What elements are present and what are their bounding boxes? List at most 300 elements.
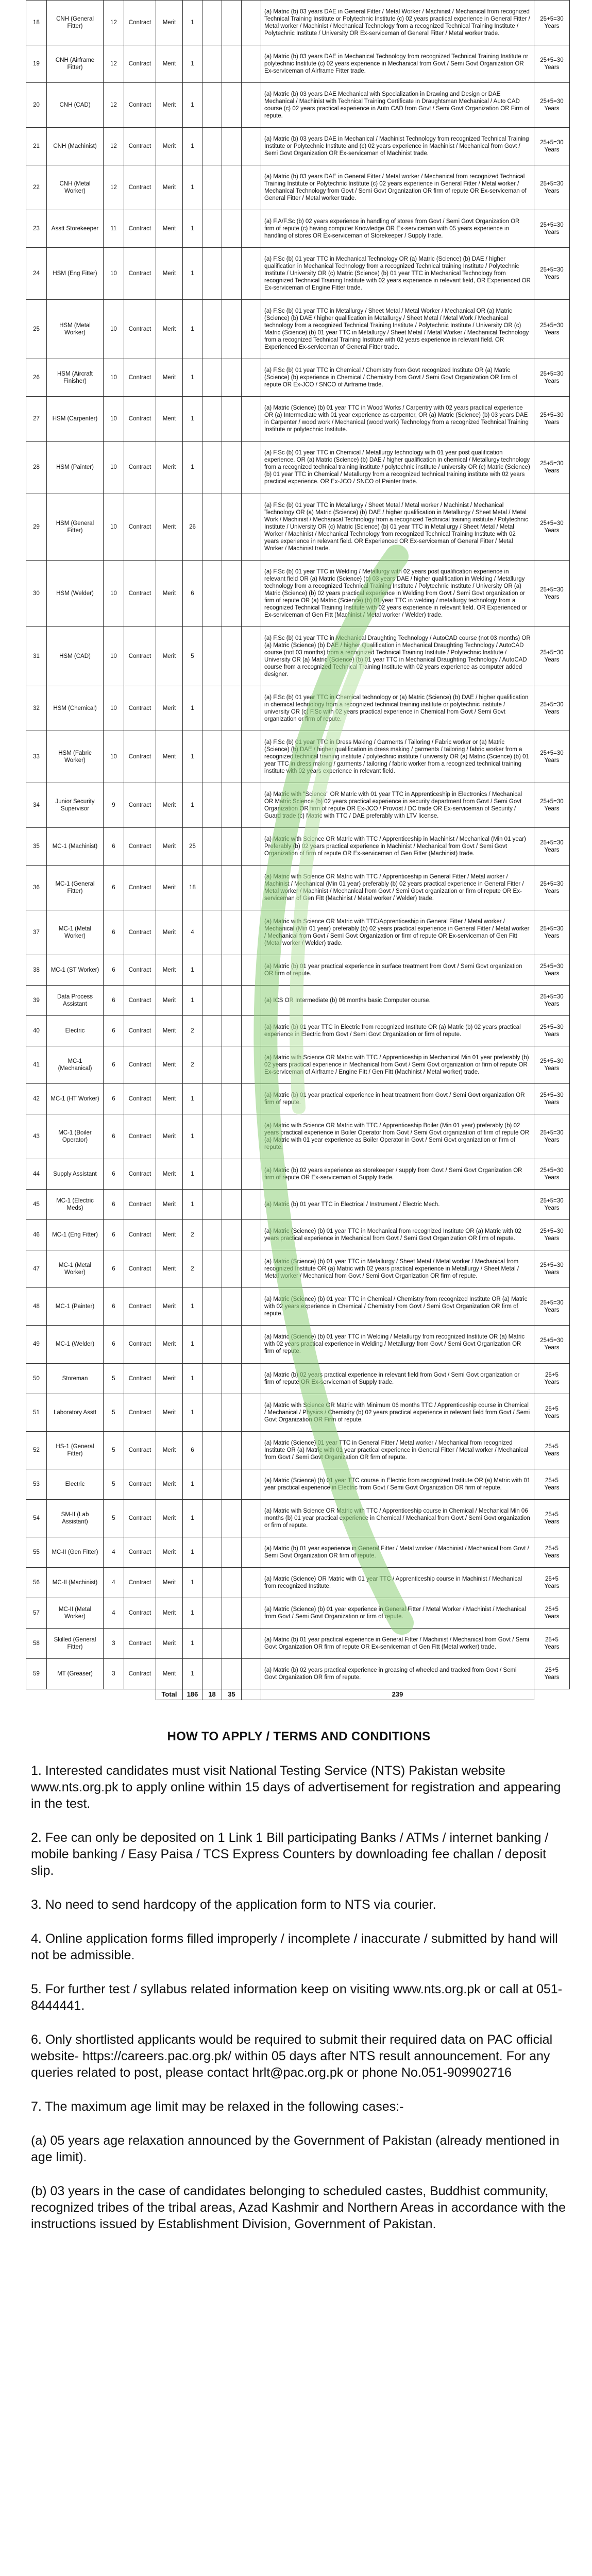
post-name: Supply Assistant: [47, 1159, 104, 1190]
quota-1: 1: [183, 1159, 202, 1190]
bps: 4: [104, 1598, 124, 1628]
quota-1: 1: [183, 45, 202, 83]
age-limit: 25+5=30 Years: [534, 731, 570, 783]
bps: 6: [104, 827, 124, 865]
age-limit: 25+5=30 Years: [534, 1220, 570, 1250]
age-limit: 25+5 Years: [534, 1658, 570, 1689]
quota-2: [202, 783, 222, 827]
quota-2: [202, 1628, 222, 1658]
table-row: [26, 165, 570, 210]
bps: 6: [104, 955, 124, 985]
qualification: (a) Matric (b) 01 year practical experience in General Fitter / Machinist / Mechanical from Govt / Semi Govt Organization OR firm of repute OR Ex-serviceman of Gen Fitt (Metal worker) trade.: [261, 1628, 534, 1658]
quota-4: [242, 1046, 261, 1084]
post-name: CNH (Metal Worker): [47, 165, 104, 210]
quota-2: [202, 210, 222, 248]
serial-number: 52: [26, 1431, 47, 1469]
table-row: [26, 686, 570, 731]
basis: Merit: [156, 359, 183, 397]
quota-4: [242, 1431, 261, 1469]
quota-2: [202, 1326, 222, 1363]
bps: 6: [104, 1220, 124, 1250]
post-name: HS-1 (General Fitter): [47, 1431, 104, 1469]
category: Contract: [124, 626, 156, 686]
bps: 6: [104, 1288, 124, 1326]
quota-2: [202, 1016, 222, 1046]
quota-4: [242, 1220, 261, 1250]
serial-number: 34: [26, 783, 47, 827]
bps: 5: [104, 1499, 124, 1537]
table-row: [26, 910, 570, 955]
basis: Merit: [156, 1220, 183, 1250]
qualification: (a) Matric (Science) OR Matric with 01 year TTC / Apprenticeship course in Machinist / Mechanical from recognized Institute.: [261, 1567, 534, 1598]
quota-1: 1: [183, 210, 202, 248]
post-name: MC-1 (Mechanical): [47, 1046, 104, 1084]
quota-3: [222, 1114, 242, 1159]
category: Contract: [124, 783, 156, 827]
basis: Merit: [156, 1394, 183, 1431]
category: Contract: [124, 128, 156, 165]
age-limit: 25+5=30 Years: [534, 210, 570, 248]
bps: 6: [104, 985, 124, 1015]
quota-4: [242, 910, 261, 955]
age-limit: 25+5=30 Years: [534, 83, 570, 128]
basis: Merit: [156, 560, 183, 626]
quota-3: [222, 985, 242, 1015]
quota-2: [202, 626, 222, 686]
basis: Merit: [156, 165, 183, 210]
quota-3: [222, 955, 242, 985]
quota-2: [202, 560, 222, 626]
quota-4: [242, 1567, 261, 1598]
age-limit: 25+5 Years: [534, 1499, 570, 1537]
table-row: [26, 1326, 570, 1363]
quota-2: [202, 1250, 222, 1288]
basis: Merit: [156, 827, 183, 865]
quota-1: 1: [183, 1567, 202, 1598]
quota-3: [222, 359, 242, 397]
age-limit: 25+5 Years: [534, 1628, 570, 1658]
serial-number: 29: [26, 494, 47, 560]
quota-3: [222, 827, 242, 865]
age-limit: 25+5=30 Years: [534, 865, 570, 910]
table-row: [26, 1499, 570, 1537]
quota-3: [222, 1598, 242, 1628]
age-limit: 25+5=30 Years: [534, 910, 570, 955]
category: Contract: [124, 910, 156, 955]
basis: Merit: [156, 955, 183, 985]
quota-1: 1: [183, 731, 202, 783]
instruction-4: 4. Online application forms filled improperly / incomplete / inaccurate / submitted by hand will not be admissible.: [31, 1931, 558, 1962]
age-limit: 25+5=30 Years: [534, 955, 570, 985]
bps: 10: [104, 397, 124, 442]
quota-1: 1: [183, 783, 202, 827]
age-limit: 25+5=30 Years: [534, 1159, 570, 1190]
quota-1: 1: [183, 1469, 202, 1499]
bps: 5: [104, 1431, 124, 1469]
basis: Merit: [156, 1159, 183, 1190]
age-limit: 25+5=30 Years: [534, 359, 570, 397]
qualification: (a) Matric with Science OR Matric with TTC / Apprenticeship in Mechanical Min 01 year preferably (b) 02 years practical experience in Mechanical from Govt / Semi Govt organization or firm of repute OR Ex-serviceman of Airframe / Engine Fitt / Gen Fitt (Machinist / Metal worker) trade.: [261, 1046, 534, 1084]
total-quota-3: 35: [222, 1689, 242, 1700]
basis: Merit: [156, 1288, 183, 1326]
quota-1: 1: [183, 686, 202, 731]
age-limit: 25+5=30 Years: [534, 1016, 570, 1046]
post-name: MC-1 (Painter): [47, 1288, 104, 1326]
quota-4: [242, 300, 261, 359]
quota-3: [222, 560, 242, 626]
qualification: (a) Matric (Science) 01 year TTC in General Fitter / Metal worker / Mechanical from recognized Institute OR (a) Matric with 01 year practical experience in General Fitter / Metal worker / Mechanical from Govt / Semi Govt Organization OR firm of repute.: [261, 1431, 534, 1469]
table-row: [26, 1567, 570, 1598]
category: Contract: [124, 686, 156, 731]
table-row: [26, 827, 570, 865]
category: Contract: [124, 494, 156, 560]
table-row: [26, 1431, 570, 1469]
quota-4: [242, 1658, 261, 1689]
table-row: [26, 626, 570, 686]
quota-4: [242, 1363, 261, 1394]
quota-2: [202, 1431, 222, 1469]
post-name: CNH (Airframe Fitter): [47, 45, 104, 83]
quota-1: 1: [183, 1114, 202, 1159]
post-name: Junior Security Supervisor: [47, 783, 104, 827]
quota-2: [202, 1567, 222, 1598]
jobs-table: [26, 0, 570, 1700]
instruction-7: 7. The maximum age limit may be relaxed in the following cases:-: [31, 2099, 404, 2114]
quota-4: [242, 1628, 261, 1658]
quota-1: 1: [183, 128, 202, 165]
quota-3: [222, 865, 242, 910]
category: Contract: [124, 210, 156, 248]
serial-number: 20: [26, 83, 47, 128]
quota-3: [222, 248, 242, 300]
basis: Merit: [156, 1084, 183, 1114]
serial-number: 57: [26, 1598, 47, 1628]
quota-1: 1: [183, 397, 202, 442]
serial-number: 24: [26, 248, 47, 300]
age-limit: 25+5 Years: [534, 1598, 570, 1628]
instruction-2: 2. Fee can only be deposited on 1 Link 1 Bill participating Banks / ATMs / internet banking / mobile banking / Easy Paisa / TCS Express Counters by downloading fee challan / deposit slip.: [31, 1831, 549, 1878]
quota-3: [222, 1363, 242, 1394]
serial-number: 54: [26, 1499, 47, 1537]
age-limit: 25+5=30 Years: [534, 1, 570, 45]
jobs-table-body: [26, 1, 570, 1689]
table-row: [26, 300, 570, 359]
quota-4: [242, 1114, 261, 1159]
basis: Merit: [156, 397, 183, 442]
quota-1: 18: [183, 865, 202, 910]
bps: 6: [104, 1250, 124, 1288]
category: Contract: [124, 300, 156, 359]
qualification: (a) Matric with Science OR Matric with TTC / Apprenticeship in Machinist / Mechanical (Min 01 year) Preferably (b) 02 years practical experience in Machinist / Mechanical from Govt / Semi Govt Organization of firm of repute OR Ex-serviceman of Gen Fitter (Machinist) trade.: [261, 827, 534, 865]
category: Contract: [124, 1394, 156, 1431]
table-row: [26, 1190, 570, 1220]
quota-1: 2: [183, 1220, 202, 1250]
age-limit: 25+5 Years: [534, 1363, 570, 1394]
category: Contract: [124, 83, 156, 128]
table-row: [26, 985, 570, 1015]
serial-number: 56: [26, 1567, 47, 1598]
quota-1: 1: [183, 442, 202, 494]
basis: Merit: [156, 494, 183, 560]
table-row: [26, 1084, 570, 1114]
quota-3: [222, 1469, 242, 1499]
serial-number: 42: [26, 1084, 47, 1114]
bps: 4: [104, 1537, 124, 1567]
qualification: (a) Matric (b) 01 year TTC in Electrical / Instrument / Electric Mech.: [261, 1190, 534, 1220]
category: Contract: [124, 985, 156, 1015]
quota-3: [222, 1567, 242, 1598]
table-row: [26, 1159, 570, 1190]
quota-1: 1: [183, 359, 202, 397]
serial-number: 35: [26, 827, 47, 865]
table-row: [26, 1598, 570, 1628]
quota-2: [202, 83, 222, 128]
basis: Merit: [156, 1598, 183, 1628]
qualification: (a) Matric with "Science" OR Matric with 01 year TTC in Apprenticeship in Electronics / Mechanical OR Matric Science (b) 02 years practical experience in security department from Govt / Semi Govt Organization OR firm of repute OR Ex-JCO / Provost / DC trade OR Ex-serviceman of Security / Guard trade (c) Matric with TTC / DAE preferably with LTV license.: [261, 783, 534, 827]
quota-3: [222, 1190, 242, 1220]
quota-4: [242, 1537, 261, 1567]
qualification: (a) Matric (b) 01 year practical experience in surface treatment from Govt / Semi Govt organization OR firm of repute.: [261, 955, 534, 985]
quota-3: [222, 494, 242, 560]
quota-3: [222, 397, 242, 442]
table-row: [26, 1016, 570, 1046]
quota-1: 1: [183, 300, 202, 359]
post-name: HSM (CAD): [47, 626, 104, 686]
serial-number: 58: [26, 1628, 47, 1658]
table-row: [26, 1628, 570, 1658]
post-name: Skilled (General Fitter): [47, 1628, 104, 1658]
table-row: [26, 865, 570, 910]
quota-2: [202, 300, 222, 359]
qualification: (a) Matric (Science) (b) 01 year TTC in Metallurgy / Sheet Metal / Metal worker / Mechanical from recognized Institute OR (a) Matric with 02 years practical experience in Metallurgy / Sheet Metal / Metal worker / Mechanical from Govt / Semi Govt Organization OR firm of repute.: [261, 1250, 534, 1288]
qualification: (a) Matric (b) 01 year TTC in Electric from recognized Institute OR (a) Matric (b) 02 years practical experience in Electric from Govt / Semi Govt Organization or firm of repute.: [261, 1016, 534, 1046]
category: Contract: [124, 1363, 156, 1394]
quota-2: [202, 128, 222, 165]
category: Contract: [124, 1431, 156, 1469]
quota-1: 1: [183, 1499, 202, 1537]
grand-total: 239: [261, 1689, 534, 1700]
post-name: CNH (Machinist): [47, 128, 104, 165]
category: Contract: [124, 1499, 156, 1537]
qualification: (a) Matric (Science) (b) 01 year TTC in Welding / Metallurgy from recognized Institute OR (a) Matric with 02 years practical experience in Welding / Metallurgy from Govt / Semi Govt Organization OR firm of repute.: [261, 1326, 534, 1363]
instruction-1: 1. Interested candidates must visit National Testing Service (NTS) Pakistan website www.nts.org.pk to apply online within 15 days of advertisement for registration and appearing in the test.: [31, 1764, 561, 1811]
quota-3: [222, 165, 242, 210]
age-limit: 25+5 Years: [534, 1469, 570, 1499]
quota-3: [222, 1326, 242, 1363]
quota-4: [242, 626, 261, 686]
basis: Merit: [156, 731, 183, 783]
basis: Merit: [156, 1499, 183, 1537]
instruction-6: 6. Only shortlisted applicants would be required to submit their required data on PAC official website- https://careers.pac.org.pk/ within 05 days after NTS result announcement. For any queries related to post, please contact hrlt@pac.org.pk or phone No.051-909902716: [31, 2032, 553, 2080]
quota-4: [242, 359, 261, 397]
category: Contract: [124, 1016, 156, 1046]
category: Contract: [124, 1250, 156, 1288]
qualification: (a) F.Sc (b) 01 year TTC in Chemical / Chemistry from Govt recognized Institute OR (a) Matric (Science) (b) experience in Chemical / Chemistry from Govt / Semi Govt Organization OR firm of repute OR Ex-JCO / SNCO of Airframe trade.: [261, 359, 534, 397]
quota-3: [222, 45, 242, 83]
qualification: (a) F.Sc (b) 01 year TTC in Metallurgy / Sheet Metal / Metal worker / Machinist / Mechanical Technology OR (a) Matric (Science) (b) DAE / higher qualification in Metallurgy / Sheet Metal / Metal Work / Machinist / Mechanical Technology from a recognized Technical training institute / Polytechnic Institute / University OR (c) Matric (Science) (b) 01 year TTC in Metallurgy / Sheet Metal / Metal Worker / Machinist / Mechanical Technology from recognized Technical Training Institute with 02 years experience in relevant field. OR Experienced OR Ex-serviceman of General Fitter / Metal Worker / Machinist trade.: [261, 494, 534, 560]
serial-number: 44: [26, 1159, 47, 1190]
serial-number: 31: [26, 626, 47, 686]
quota-3: [222, 210, 242, 248]
bps: 12: [104, 45, 124, 83]
post-name: MC-II (Machinist): [47, 1567, 104, 1598]
post-name: SM-II (Lab Assistant): [47, 1499, 104, 1537]
qualification: (a) Matric (Science) (b) 01 year experience in General Fitter / Metal Worker / Machinist / Mechanical from Govt / Semi Govt Organization or firm of repute.: [261, 1598, 534, 1628]
qualification: (a) F.Sc (b) 01 year TTC in Mechanical Draughting Technology / AutoCAD course (not 03 months) OR (a) Matric (Science) (b) DAE / higher Qualification in Mechanical Draughting Technology / AutoCAD course (not 03 months) from a recognized Technical Training Institute / Polytechnic Institute / University OR (a) Matric (Science) (b) 01 year TTC in Mechanical Draughting Technology / AutoCAD course from a recognized Technical Training Institute with 02 years experience as computer added designer.: [261, 626, 534, 686]
basis: Merit: [156, 686, 183, 731]
table-row: [26, 1363, 570, 1394]
quota-3: [222, 1046, 242, 1084]
table-row: [26, 442, 570, 494]
quota-2: [202, 1363, 222, 1394]
bps: 6: [104, 865, 124, 910]
qualification: (a) F.Sc (b) 01 year TTC in Chemical / Metallurgy technology with 01 year post qualification experience. OR (a) Matric (Science) (b) DAE / higher qualification in chemical / Metallurgy technology from a recognized technical training institute / polytechnic institute / university OR (c) Matric (Science) (b) 01 year TTC in Chemical / Metallurgy from a recognized technical training institute with 02 years practical experience. OR Ex-JCO / SNCO of Painter trade.: [261, 442, 534, 494]
serial-number: 53: [26, 1469, 47, 1499]
qualification: (a) F.Sc (b) 01 year TTC in Mechanical Technology OR (a) Matric (Science) (b) DAE / higher qualification in Mechanical Technology from a recognized Technical training Institute / Polytechnic Institute / University OR (c) Matric (Science) (b) 01 year TTC in Mechanical Technology from recognized Technical Training Institute with 02 years experience in relevant field, OR Experienced OR Ex-serviceman of Engine Fitter trade.: [261, 248, 534, 300]
quota-1: 2: [183, 1016, 202, 1046]
serial-number: 19: [26, 45, 47, 83]
serial-number: 41: [26, 1046, 47, 1084]
basis: Merit: [156, 1628, 183, 1658]
quota-2: [202, 731, 222, 783]
quota-4: [242, 1469, 261, 1499]
table-row: [26, 248, 570, 300]
qualification: (a) ICS OR Intermediate (b) 06 months basic Computer course.: [261, 985, 534, 1015]
basis: Merit: [156, 910, 183, 955]
basis: Merit: [156, 248, 183, 300]
quota-4: [242, 1250, 261, 1288]
quota-4: [242, 1499, 261, 1537]
quota-1: 6: [183, 560, 202, 626]
post-name: MC-1 (Electric Meds): [47, 1190, 104, 1220]
post-name: HSM (Metal Worker): [47, 300, 104, 359]
serial-number: 25: [26, 300, 47, 359]
quota-1: 1: [183, 985, 202, 1015]
basis: Merit: [156, 1658, 183, 1689]
quota-3: [222, 1250, 242, 1288]
quota-2: [202, 1537, 222, 1567]
post-name: Laboratory Asstt: [47, 1394, 104, 1431]
category: Contract: [124, 560, 156, 626]
quota-2: [202, 248, 222, 300]
quota-2: [202, 1220, 222, 1250]
quota-2: [202, 1598, 222, 1628]
category: Contract: [124, 1598, 156, 1628]
quota-1: 1: [183, 955, 202, 985]
quota-4: [242, 1394, 261, 1431]
quota-1: 2: [183, 1250, 202, 1288]
quota-3: [222, 910, 242, 955]
serial-number: 43: [26, 1114, 47, 1159]
category: Contract: [124, 827, 156, 865]
quota-3: [222, 300, 242, 359]
post-name: MC-1 (Eng Fitter): [47, 1220, 104, 1250]
serial-number: 37: [26, 910, 47, 955]
quota-1: 4: [183, 910, 202, 955]
qualification: (a) F.A/F.Sc (b) 02 years experience in handling of stores from Govt / Semi Govt Organization OR firm of repute (c) having computer Knowledge OR Ex-serviceman with 05 years experience in handling of stores OR Ex-serviceman of Storekeeper / Supply trade.: [261, 210, 534, 248]
post-name: Data Process Assistant: [47, 985, 104, 1015]
age-limit: 25+5=30 Years: [534, 1326, 570, 1363]
quota-1: 1: [183, 1326, 202, 1363]
basis: Merit: [156, 1363, 183, 1394]
serial-number: 39: [26, 985, 47, 1015]
quota-3: [222, 626, 242, 686]
quota-4: [242, 494, 261, 560]
category: Contract: [124, 1658, 156, 1689]
quota-2: [202, 494, 222, 560]
qualification: (a) Matric with Science OR Matric with TTC / Apprenticeship Boiler (Min 01 year) preferably (b) 02 years practical experience in Boiler Operator from Govt / Semi Govt organization of firm of repute OR (a) Matric with 01 year experience as Boiler Operator in Govt / Semi Govt organization or firm of repute.: [261, 1114, 534, 1159]
table-row: [26, 1250, 570, 1288]
quota-1: 6: [183, 1431, 202, 1469]
quota-2: [202, 910, 222, 955]
quota-4: [242, 45, 261, 83]
quota-3: [222, 442, 242, 494]
category: Contract: [124, 1159, 156, 1190]
serial-number: 36: [26, 865, 47, 910]
post-name: HSM (Welder): [47, 560, 104, 626]
basis: Merit: [156, 626, 183, 686]
basis: Merit: [156, 128, 183, 165]
post-name: Asstt Storekeeper: [47, 210, 104, 248]
post-name: Electric: [47, 1016, 104, 1046]
serial-number: 50: [26, 1363, 47, 1394]
table-row: [26, 397, 570, 442]
post-name: MC-1 (ST Worker): [47, 955, 104, 985]
serial-number: 55: [26, 1537, 47, 1567]
quota-4: [242, 210, 261, 248]
age-limit: 25+5=30 Years: [534, 165, 570, 210]
bps: 10: [104, 560, 124, 626]
bps: 11: [104, 210, 124, 248]
quota-1: 1: [183, 1537, 202, 1567]
quota-1: 25: [183, 827, 202, 865]
category: Contract: [124, 1084, 156, 1114]
quota-2: [202, 865, 222, 910]
post-name: HSM (Fabric Worker): [47, 731, 104, 783]
quota-3: [222, 1658, 242, 1689]
bps: 12: [104, 165, 124, 210]
post-name: MT (Greaser): [47, 1658, 104, 1689]
quota-4: [242, 1016, 261, 1046]
quota-2: [202, 1499, 222, 1537]
quota-4: [242, 442, 261, 494]
table-row: [26, 1220, 570, 1250]
qualification: (a) Matric (b) 01 year practical experience in heat treatment from Govt / Semi Govt organization OR firm of repute.: [261, 1084, 534, 1114]
post-name: HSM (Eng Fitter): [47, 248, 104, 300]
qualification: (a) Matric (b) 03 years DAE in General Fitter / Metal worker / Mechanical from recognized Technical Training Institute or Polytechnic Institute (c) 02 years experience in General Fitter / Metal worker / Mechanical Technology from Govt / Semi Govt Organization OR firm of repute OR Ex-serviceman of General Fitter / Metal worker trade.: [261, 165, 534, 210]
table-row: [26, 45, 570, 83]
quota-1: 1: [183, 1, 202, 45]
quota-2: [202, 442, 222, 494]
table-row: [26, 1469, 570, 1499]
serial-number: 38: [26, 955, 47, 985]
quota-2: [202, 1288, 222, 1326]
age-limit: 25+5=30 Years: [534, 1114, 570, 1159]
age-limit: 25+5=30 Years: [534, 300, 570, 359]
post-name: CNH (General Fitter): [47, 1, 104, 45]
quota-4: [242, 686, 261, 731]
bps: 5: [104, 1469, 124, 1499]
post-name: MC-1 (Metal Worker): [47, 910, 104, 955]
quota-3: [222, 1084, 242, 1114]
quota-1: 1: [183, 1598, 202, 1628]
category: Contract: [124, 955, 156, 985]
basis: Merit: [156, 1469, 183, 1499]
quota-4: [242, 1326, 261, 1363]
post-name: CNH (CAD): [47, 83, 104, 128]
qualification: (a) Matric (Science) (b) 01 year TTC in Wood Works / Carpentry with 02 years practical experience OR (a) Intermediate with 01 year experience as carpenter, OR (a) Matric (Science) (b) 03 years DAE in Carpenter / wood work / Mechanical (wood work) Technology from a recognized Technical Training Institute or polytechnic Institute.: [261, 397, 534, 442]
age-limit: 25+5=30 Years: [534, 1288, 570, 1326]
